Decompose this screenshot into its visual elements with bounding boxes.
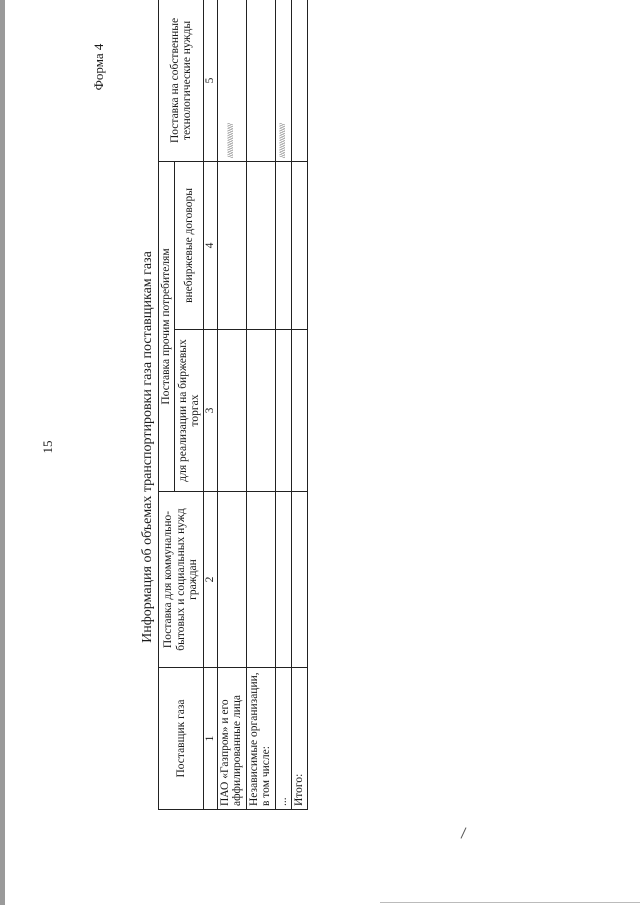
header-supplier: Поставщик газа (159, 668, 204, 810)
header-exchange: для реализации на биржевых торгах (175, 330, 204, 492)
table-cell (291, 330, 307, 492)
row-label: ПАО «Газпром» и его аффилированные лица (217, 668, 246, 810)
table-row (275, 0, 291, 810)
column-number-row (204, 0, 218, 810)
header-other-consumers: Поставка прочим потребителям (159, 161, 175, 491)
hatched-cell: //////////////////// (275, 0, 291, 161)
column-number: 5 (204, 0, 218, 161)
hatched-cell: //////////////////// (217, 0, 246, 161)
table-cell (291, 492, 307, 668)
table-cell (246, 492, 275, 668)
table-row (217, 0, 246, 810)
column-number: 1 (204, 668, 218, 810)
table-cell (246, 161, 275, 329)
table-cell (217, 161, 246, 329)
table-cell (275, 330, 291, 492)
table-cell (291, 161, 307, 329)
row-label: ... (275, 668, 291, 810)
row-label: Итого: (291, 668, 307, 810)
gas-transport-table (158, 0, 308, 810)
table-cell (275, 161, 291, 329)
document-title: Информация об объемах транспортировки газа поставщикам газа (140, 251, 155, 643)
header-household: Поставка для коммунально-бытовых и социальных нужд граждан (159, 492, 204, 668)
header-off-exchange: внебиржевые договоры (175, 161, 204, 329)
table-cell (246, 330, 275, 492)
table-row (291, 0, 307, 810)
table-cell (246, 0, 275, 161)
table-cell (275, 492, 291, 668)
table-cell (291, 0, 307, 161)
column-number: 2 (204, 492, 218, 668)
scan-page-edge (0, 0, 5, 905)
row-label: Независимые организации, в том числе: (246, 668, 275, 810)
header-own-needs: Поставка на собственные технологические нужды (159, 0, 204, 161)
table-cell (217, 492, 246, 668)
column-number: 4 (204, 161, 218, 329)
scan-bottom-line (380, 902, 640, 903)
scan-mark (461, 827, 467, 838)
table-row (246, 0, 275, 810)
form-label: Форма 4 (91, 43, 106, 91)
table-cell (217, 330, 246, 492)
column-number: 3 (204, 330, 218, 492)
page-number: 15 (40, 440, 55, 454)
